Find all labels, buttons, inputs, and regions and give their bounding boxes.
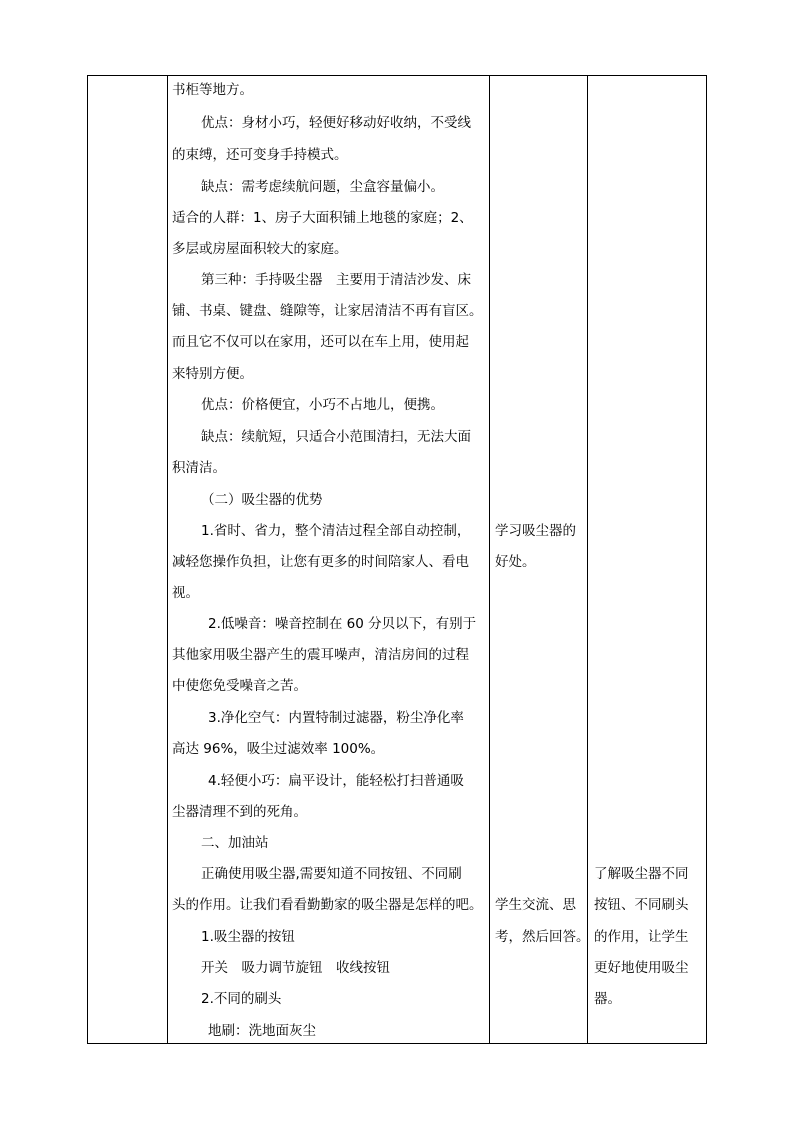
intent-line: 器。 [594,991,621,1007]
content-line: 优点：身材小巧，轻便好移动好收纳，不受线 [201,115,471,131]
content-line: 中使您免受噪音之苦。 [172,678,307,694]
content-line: 铺、书桌、键盘、缝隙等，让家居清洁不再有盲区。 [172,303,483,319]
content-line: 第三种：手持吸尘器 主要用于清洁沙发、床 [201,272,471,288]
activity-line: 学生交流、思 [495,897,576,913]
content-line: 4.轻便小巧：扁平设计，能轻松打扫普通吸 [208,773,464,789]
content-line: 多层或房屋面积较大的家庭。 [172,241,348,257]
content-line: 优点：价格便宜，小巧不占地儿，便携。 [201,397,444,413]
content-line: （二）吸尘器的优势 [201,492,323,508]
content-line: 减轻您操作负担，让您有更多的时间陪家人、看电 [172,554,469,570]
content-line: 地刷：洗地面灰尘 [208,1023,316,1039]
content-line: 尘器清理不到的死角。 [172,804,307,820]
content-line: 1.吸尘器的按钮 [201,929,295,945]
intent-line: 的作用，让学生 [594,929,689,945]
column-divider [587,76,588,1043]
content-line: 适合的人群：1、房子大面积铺上地毯的家庭；2、 [172,210,473,226]
content-line: 2.不同的刷头 [201,991,282,1007]
content-line: 缺点：续航短，只适合小范围清扫，无法大面 [201,429,471,445]
content-line: 高达 96%，吸尘过滤效率 100%。 [172,741,385,757]
activity-line: 考，然后回答。 [495,929,590,945]
content-line: 二、加油站 [201,835,269,851]
content-line: 1.省时、省力，整个清洁过程全部自动控制， [201,523,471,539]
column-divider [489,76,490,1043]
content-line: 书柜等地方。 [172,82,253,98]
content-line: 来特别方便。 [172,366,253,382]
content-line: 2.低噪音：噪音控制在 60 分贝以下，有别于 [208,616,477,632]
content-line: 积清洁。 [172,460,226,476]
intent-line: 更好地使用吸尘 [594,960,689,976]
activity-line: 学习吸尘器的 [495,523,576,539]
content-line: 视。 [172,585,199,601]
content-line: 其他家用吸尘器产生的震耳噪声，清洁房间的过程 [172,647,469,663]
content-line: 缺点：需考虑续航问题，尘盒容量偏小。 [201,179,444,195]
content-line: 的束缚，还可变身手持模式。 [172,147,348,163]
intent-line: 按钮、不同刷头 [594,897,689,913]
content-line: 而且它不仅可以在家用，还可以在车上用，使用起 [172,334,469,350]
content-line: 正确使用吸尘器,需要知道不同按钮、不同刷 [201,866,462,882]
column-divider [167,76,168,1043]
content-line: 3.净化空气：内置特制过滤器，粉尘净化率 [208,710,464,726]
content-line: 头的作用。让我们看看勤勤家的吸尘器是怎样的吧。 [172,897,483,913]
content-line: 开关 吸力调节旋钮 收线按钮 [201,960,390,976]
intent-line: 了解吸尘器不同 [594,866,689,882]
activity-line: 好处。 [495,554,536,570]
